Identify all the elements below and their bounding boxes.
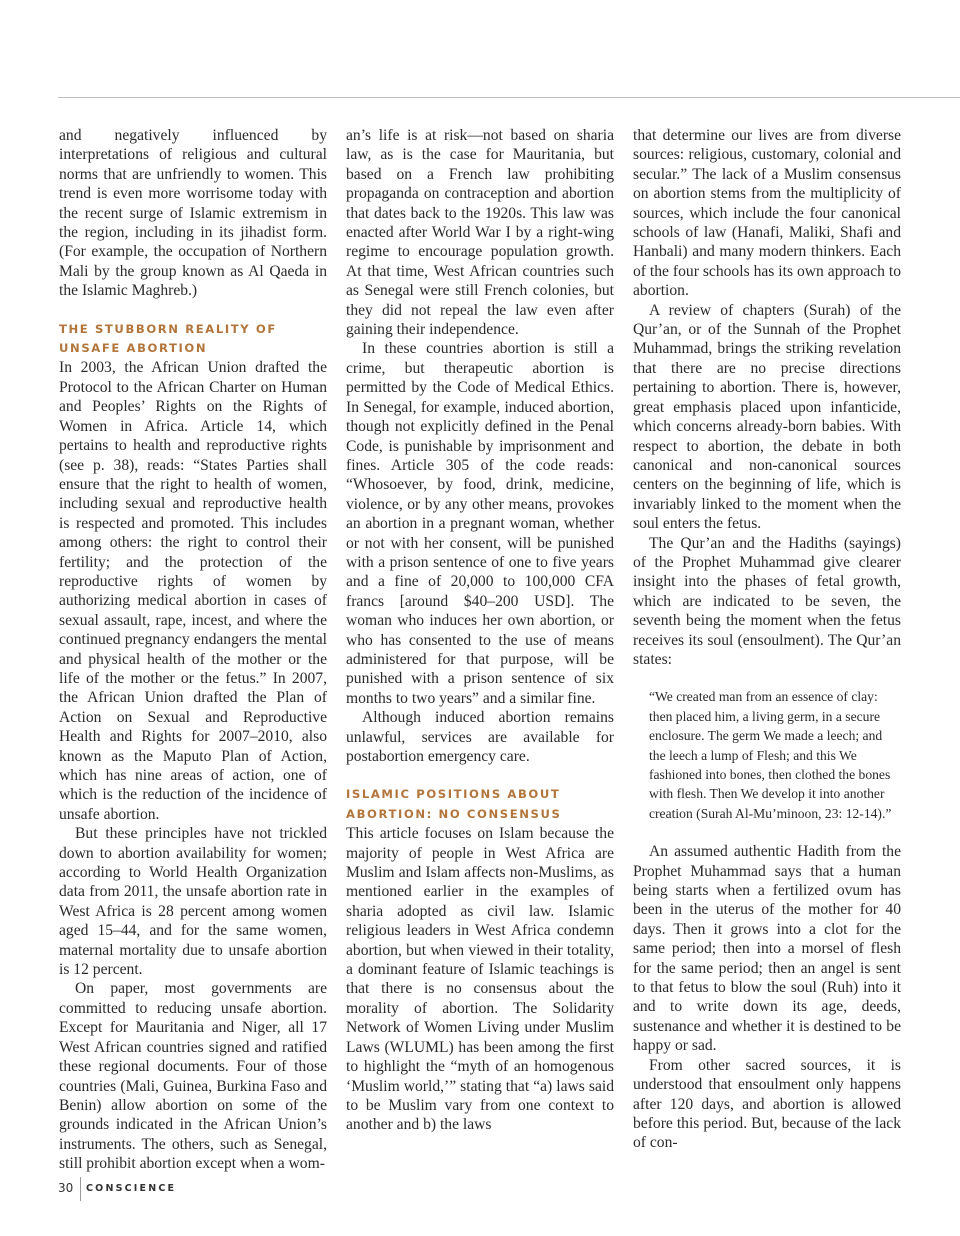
section-heading-line: ABORTION: NO CONSENSUS bbox=[346, 806, 562, 821]
paragraph: A review of chapters (Surah) of the Qur’an, or of the Sunnah of the Prophet Muhammad, brings the striking revelation that there are no precise directions pertaining to abortion. There is, however, great emphasis placed upon infanticide, which concerns already-born babies. With respect to abortion, the debate in both canonical and non-canonical sources centers on the beginning of life, which is invariably linked to the moment when the soul enters the fetus. bbox=[633, 301, 901, 533]
magazine-name: CONSCIENCE bbox=[86, 1183, 177, 1194]
quran-quote: “We created man from an essence of clay: then placed him, a living germ, in a secure enclosure. The germ We made a leech; and the leech a lump of Flesh; and this We fashioned into bones, then clothed the bones with flesh. Then We develop it into another creation (Surah Al-Mu’minoon, 23: 12-14).” bbox=[649, 689, 892, 821]
section-heading bbox=[346, 785, 614, 824]
paragraph: This article focuses on Islam because the majority of people in West Africa are Muslim and Islam affects non-Muslims, as mentioned earlier in the examples of sharia adopted as civil law. Islamic religious leaders in West Africa condemn abortion, but when viewed in their totality, a dominant feature of Islamic teachings is that there is no consensus about the morality of abortion. The Solidarity Network of Women Living under Muslim Laws (WLUML) has been among the first to highlight the “myth of an homogenous ‘Muslim world,’” stating that “a) laws said to be Muslim vary from one context to another and b) the laws bbox=[346, 825, 614, 1134]
section-heading-line: THE STUBBORN REALITY OF bbox=[59, 321, 277, 336]
paragraph: In these countries abortion is still a crime, but therapeutic abortion is permitted by the Code of Medical Ethics. In Senegal, for example, induced abortion, though not explicitly defined in the Penal Code, is punishable by imprisonment and fines. Article 305 of the code reads: “Whosoever, by food, drink, medicine, violence, or by any other means, provokes an abortion in a pregnant woman, whether or not with her consent, will be punished with a prison sentence of one to five years and a fine of 20,000 to 100,000 CFA francs [around $40–200 USD]. The woman who induces her own abortion, or who has consented to the use of means administered for that purpose, will be punished with a prison sentence of six months to two years” and a similar fine. bbox=[346, 340, 614, 707]
paragraph: But these principles have not trickled down to abortion availability for women; according to World Health Organization data from 2011, the unsafe abortion rate in West Africa is 28 percent among women aged 15–44, and for the same women, maternal mortality due to unsafe abortion is 12 percent. bbox=[59, 825, 327, 979]
text-column-3 bbox=[633, 126, 901, 1153]
paragraph: that determine our lives are from diverse sources: religious, customary, colonial and secular.” The lack of a Muslim consensus on abortion stems from the multiplicity of sources, which include the four canonical schools of law (Hanafi, Maliki, Shafi and Hanbali) and many modern thinkers. Each of the four schools has its own approach to abortion. bbox=[633, 127, 901, 300]
paragraph: An assumed authentic Hadith from the Prophet Muhammad says that a human being starts when a fertilized ovum has been in the uterus of the mother for 40 days. Then it grows into a clot for the same period; then into a morsel of flesh for the same period; then an angel is sent to that fetus to blow the soul (Ruh) into it and to write down its age, deeds, sustenance and whether it is destined to be happy or sad. bbox=[633, 843, 901, 1055]
text-column-2 bbox=[346, 126, 614, 1135]
paragraph: and negatively influenced by interpretations of religious and cultural norms that are unfriendly to women. This trend is even more worrisome today with the recent surge of Islamic extremism in the region, including in its jihadist form. (For example, the occupation of Northern Mali by the group known as Al Qaeda in the Islamic Maghreb.) bbox=[59, 127, 327, 300]
section-heading-line: ISLAMIC POSITIONS ABOUT bbox=[346, 787, 561, 802]
paragraph: The Qur’an and the Hadiths (sayings) of the Prophet Muhammad give clearer insight into the phases of fetal growth, which are indicated to be seven, the seventh being the moment when the fetus receives its soul (ensoulment). The Qur’an states: bbox=[633, 534, 901, 668]
page-number: 30 bbox=[58, 1181, 74, 1195]
header-rule bbox=[58, 97, 960, 98]
paragraph: In 2003, the African Union drafted the Protocol to the African Charter on Human and Peoples’ Rights on the Rights of Women in Africa. Article 14, which pertains to health and reproductive rights (see p. 38), reads: “States Parties shall ensure that the right to health of women, including sexual and reproductive health is respected and promoted. This includes among others: the right to control their fertility; and the protection of the reproductive rights of women by authorizing medical abortion in cases of sexual assault, rape, incest, and where the continued pregnancy endangers the mental and physical health of the mother or the life of the mother or the fetus.” In 2007, the African Union drafted the Plan of Action on Sexual and Reproductive Health and Rights for 2007–2010, also known as the Maputo Plan of Action, which has nine areas of action, one of which is the reduction of the incidence of unsafe abortion. bbox=[59, 359, 327, 823]
paragraph: Although induced abortion remains unlawful, services are available for postabortion emergency care. bbox=[346, 709, 614, 765]
section-heading bbox=[59, 320, 327, 359]
paragraph: On paper, most governments are committed to reducing unsafe abortion. Except for Mauritania and Niger, all 17 West African countries signed and ratified these regional documents. Four of those countries (Mali, Guinea, Burkina Faso and Benin) allow abortion on some of the grounds indicated in the African Union’s instruments. The others, such as Senegal, still prohibit abortion except when a wom- bbox=[59, 980, 327, 1173]
section-heading-line: UNSAFE ABORTION bbox=[59, 341, 208, 356]
paragraph: an’s life is at risk—not based on sharia law, as is the case for Mauritania, but based on a French law prohibiting propaganda on contraception and abortion that dates back to the 1920s. This law was enacted after World War I by a right-wing regime to encourage population growth. At that time, West African countries such as Senegal were still French colonies, but they did not repeal the law even after gaining their independence. bbox=[346, 127, 614, 339]
text-column-1 bbox=[59, 126, 327, 1174]
paragraph: From other sacred sources, it is understood that ensoulment only happens after 120 days, and abortion is allowed before this period. But, because of the lack of con- bbox=[633, 1056, 901, 1152]
